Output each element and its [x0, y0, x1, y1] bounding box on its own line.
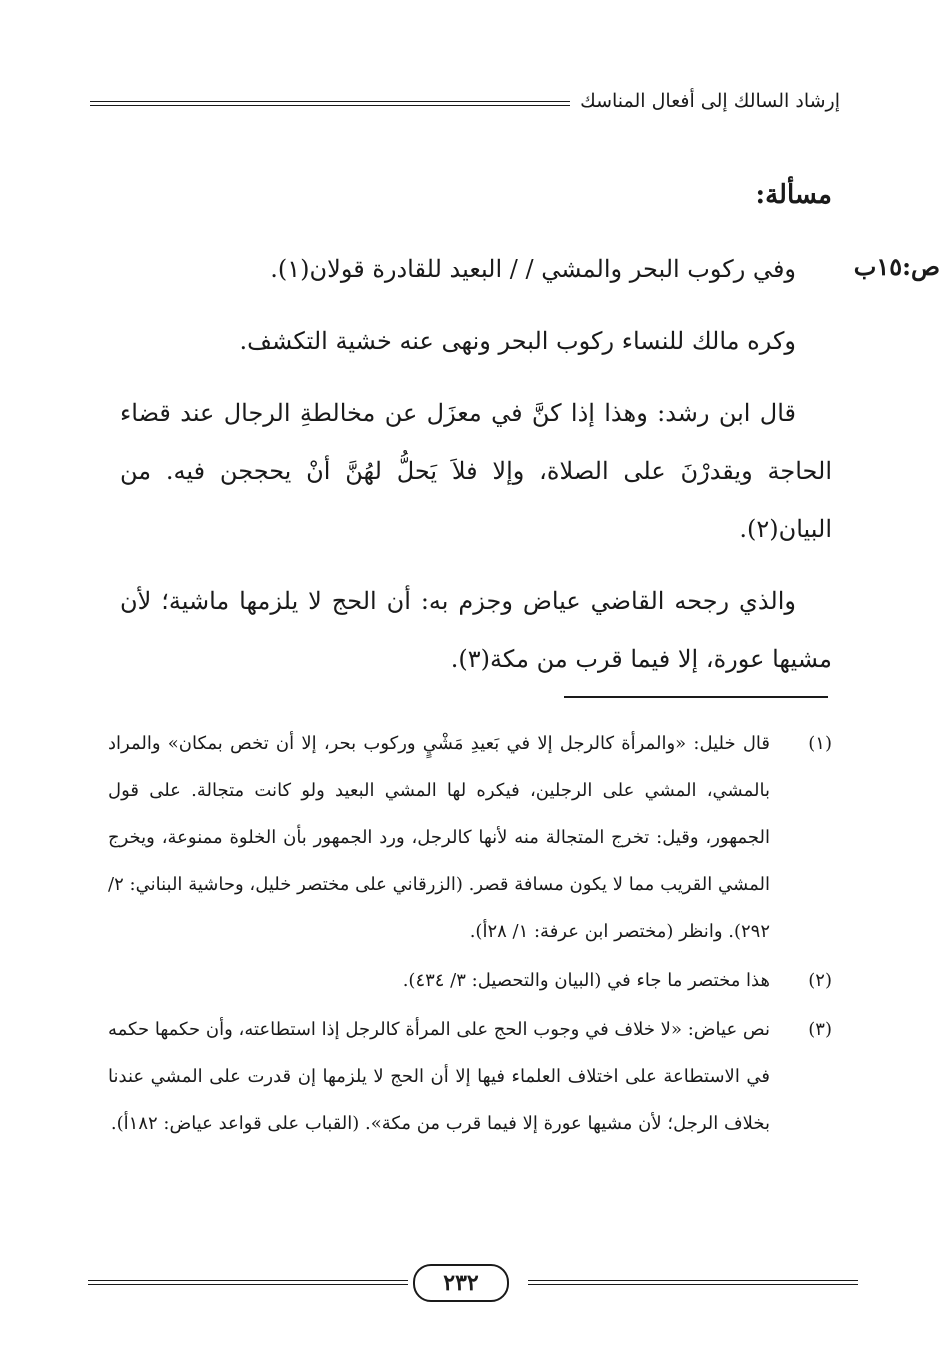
footnote-separator — [564, 696, 828, 698]
main-text — [120, 240, 832, 702]
footer-rule-left — [88, 1280, 408, 1285]
paragraph: وفي ركوب البحر والمشي / / البعيد للقادرة قولان(١). — [270, 255, 796, 283]
footnote-number: (٣) — [808, 1019, 832, 1040]
footnote-text: هذا مختصر ما جاء في (البيان والتحصيل: ٣/ ٤٣٤). — [402, 970, 770, 991]
running-header — [90, 86, 840, 116]
header-rule — [90, 101, 570, 106]
footnote — [108, 957, 832, 1004]
footnote-text: قال خليل: «والمرأة كالرجل إلا في بَعيدِ مَشْيٍ وركوب بحر، إلا أن تخص بمكان» والمراد بالمشي، المشي على الرجلين، فيكره لها المشي البعيد ولو كانت متجالة. على قول الجمهور، وقيل: تخرج المتجالة منه لأنها كالرجل، ورد الجمهور بأن الخلوة ممنوعة، ويخرج المشي القريب مما لا يكون مسافة قصر. (الزرقاني على مختصر خليل، وحاشية البناني: ٢/ ٢٩٢). وانظر (مختصر ابن عرفة: ١/ ٢٨أ). — [108, 733, 770, 942]
section-heading: مسألة: — [755, 180, 832, 210]
paragraph: وكره مالك للنساء ركوب البحر ونهى عنه خشية التكشف. — [239, 327, 796, 355]
footnote-text: نص عياض: «لا خلاف في وجوب الحج على المرأة كالرجل إذا استطاعته، وأن حكمها حكمه في الاستطاعة على اختلاف العلماء فيها إلا أن الحج لا يلزمها إن قدرت على المشي عندنا بخلاف الرجل؛ لأن مشيها عورة إلا فيما قرب من مكة». (القباب على قواعد عياض: ١٨٢أ). — [108, 1019, 770, 1134]
footnote — [108, 1006, 832, 1147]
running-title: إرشاد السالك إلى أفعال المناسك — [580, 90, 840, 112]
paragraph: والذي رجحه القاضي عياض وجزم به: أن الحج لا يلزمها ماشية؛ لأن مشيها عورة، إلا فيما قرب من مكة(٣). — [120, 587, 832, 673]
footnote — [108, 720, 832, 955]
footnote-number: (٢) — [808, 970, 832, 991]
footnotes — [108, 720, 832, 1149]
page-footer — [88, 1262, 858, 1308]
page-number: ٢٣٢ — [413, 1264, 509, 1302]
footer-rule-right — [528, 1280, 858, 1285]
footnote-number: (١) — [808, 733, 832, 754]
manuscript-folio-ref: ص:١٥ب — [853, 252, 940, 281]
paragraph: قال ابن رشد: وهذا إذا كنَّ في معزَل عن مخالطةِ الرجال عند قضاء الحاجة ويقدرْنَ على الصلاة، وإلا فلاَ يَحلُّ لهُنَّ أنْ يحججن فيه. من البيان(٢). — [120, 399, 832, 543]
